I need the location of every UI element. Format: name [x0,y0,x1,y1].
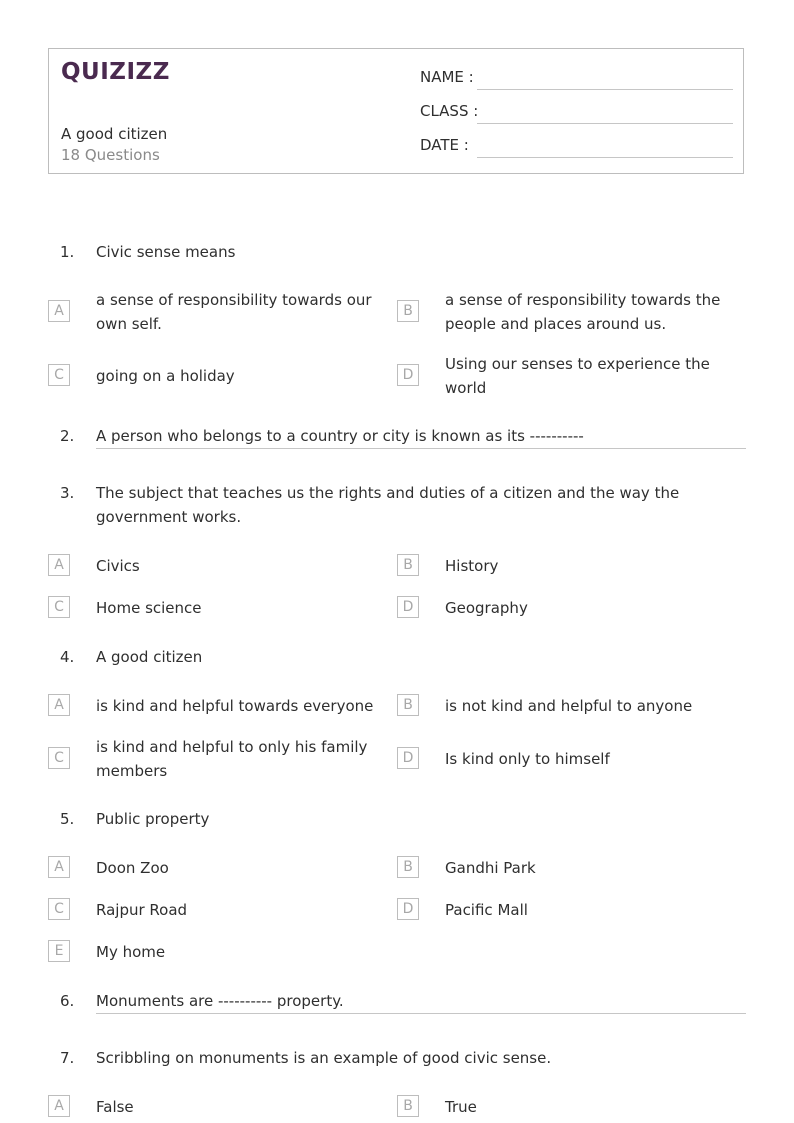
name-label: NAME : [420,68,474,86]
option-text: Civics [96,557,140,575]
option-text: False [96,1098,134,1116]
option-box[interactable]: A [48,694,70,716]
option-text: History [445,557,499,575]
option-text: My home [96,943,166,961]
option-box[interactable]: B [397,856,419,878]
question-number: 2. [60,427,75,445]
question-count: 18 Questions [61,146,160,164]
option-box[interactable]: C [48,364,70,386]
option-box[interactable]: A [48,554,70,576]
option-text: is kind and helpful to only his family members [96,738,368,780]
question-number: 1. [60,243,75,261]
quizizz-logo: QUIZIZZ [61,59,170,85]
option-box[interactable]: D [397,596,419,618]
question-text: Scribbling on monuments is an example of good civic sense. [96,1049,552,1067]
question-number: 6. [60,992,75,1010]
answer-line[interactable] [96,1013,746,1014]
option-box[interactable]: D [397,898,419,920]
class-label: CLASS : [420,102,479,120]
option-box[interactable]: E [48,940,70,962]
question-text: The subject that teaches us the rights and duties of a citizen and the way the government works. [96,484,680,526]
worksheet-title: A good citizen [61,125,168,143]
date-label: DATE : [420,136,469,154]
question-text: A good citizen [96,648,203,666]
date-field[interactable] [477,157,733,158]
name-field[interactable] [477,89,733,90]
option-text: is kind and helpful towards everyone [96,697,374,715]
question-number: 7. [60,1049,75,1067]
option-text: is not kind and helpful to anyone [445,697,693,715]
question-number: 3. [60,484,75,502]
worksheet-header [48,48,744,174]
option-box[interactable]: C [48,747,70,769]
question-number: 5. [60,810,75,828]
question-text: Monuments are ---------- property. [96,992,344,1010]
question-text: A person who belongs to a country or city is known as its ---------- [96,427,584,445]
option-box[interactable]: C [48,596,70,618]
class-field[interactable] [477,123,733,124]
option-text: Is kind only to himself [445,750,610,768]
question-number: 4. [60,648,75,666]
option-box[interactable]: B [397,554,419,576]
option-text: Geography [445,599,528,617]
option-text: Pacific Mall [445,901,528,919]
option-box[interactable]: B [397,300,419,322]
question-text: Public property [96,810,210,828]
question-text: Civic sense means [96,243,236,261]
option-text: Rajpur Road [96,901,188,919]
option-box[interactable]: A [48,1095,70,1117]
option-text: a sense of responsibility towards our own self. [96,291,372,333]
option-text: True [445,1098,477,1116]
option-text: Using our senses to experience the world [445,355,710,397]
option-text: going on a holiday [96,367,235,385]
option-box[interactable]: C [48,898,70,920]
option-box[interactable]: D [397,364,419,386]
option-text: a sense of responsibility towards the people and places around us. [445,291,721,333]
option-box[interactable]: B [397,694,419,716]
answer-line[interactable] [96,448,746,449]
option-box[interactable]: A [48,856,70,878]
option-box[interactable]: A [48,300,70,322]
option-text: Doon Zoo [96,859,169,877]
option-text: Gandhi Park [445,859,536,877]
option-box[interactable]: D [397,747,419,769]
option-text: Home science [96,599,202,617]
option-box[interactable]: B [397,1095,419,1117]
